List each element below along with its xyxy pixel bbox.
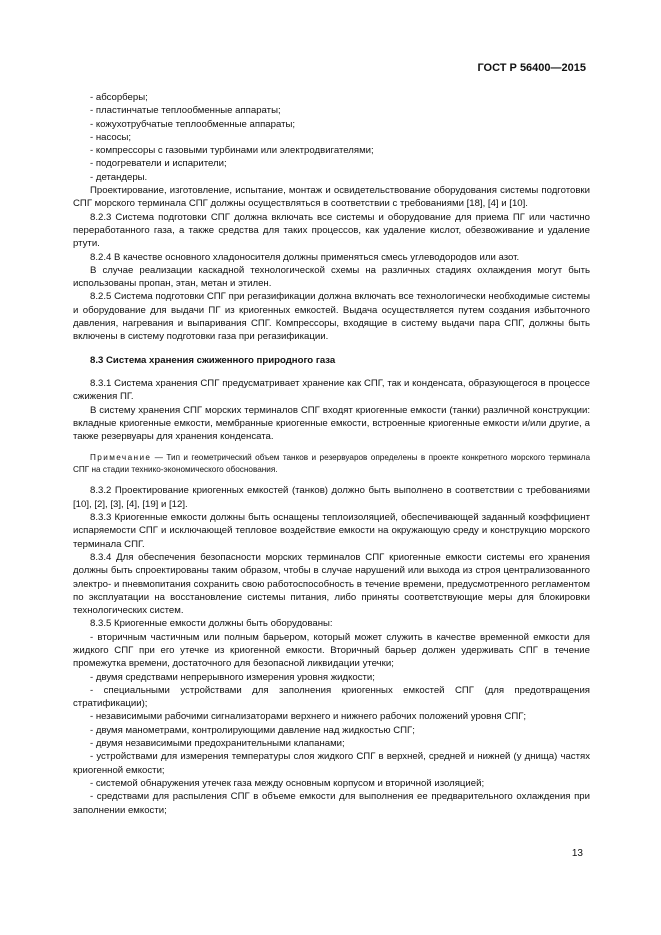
list-item: - насосы; bbox=[90, 131, 132, 143]
list-item: - независимыми рабочими сигнализаторами верхнего и нижнего рабочих положений уровня СПГ; bbox=[90, 711, 527, 723]
paragraph-design: Проектирование, изготовление, испытание, монтаж и освидетельствование оборудования системы подготовки СПГ морского терминала СПГ должны осуществляться в соответствии с требованиями [18], [4] и [10]. bbox=[73, 185, 590, 210]
paragraph-8-2-4: 8.2.4 В качестве основного хладоносителя должны применяться смесь углеводородов или азот. bbox=[90, 251, 520, 263]
list-item: - пластинчатые теплообменные аппараты; bbox=[90, 105, 281, 117]
equipment-list bbox=[73, 91, 590, 184]
note-text: — Тип и геометрический объем танков и резервуаров определены в проекте конкретного морского терминала СПГ на стадии технико-экономического обоснования. bbox=[73, 453, 590, 474]
list-item: - двумя независимыми предохранительными клапанами; bbox=[90, 738, 345, 750]
list-item: - системой обнаружения утечек газа между основным корпусом и вторичной изоляцией; bbox=[90, 777, 485, 789]
list-item: - специальными устройствами для заполнения криогенных емкостей СПГ (для предотвращения стратификации); bbox=[73, 684, 590, 710]
list-item: - подогреватели и испарители; bbox=[90, 158, 227, 170]
paragraph-8-3-1: 8.3.1 Система хранения СПГ предусматривает хранение как СПГ, так и конденсата, образующегося в процессе сжижения ПГ. bbox=[73, 377, 590, 403]
paragraph-8-2-3: 8.2.3 Система подготовки СПГ должна включать все системы и оборудование для приема ПГ или частично переработанного газа, а также средства для таких процессов, как удаление кислот, обезвоживание и удаление ртути. bbox=[73, 211, 590, 250]
page-number: 13 bbox=[571, 848, 583, 859]
list-item: - двумя манометрами, контролирующими давление над жидкостью СПГ; bbox=[90, 724, 415, 736]
paragraph-8-3-4: 8.3.4 Для обеспечения безопасности морских терминалов СПГ криогенные емкости системы его хранения должны быть спроектированы таким образом, чтобы в случае нарушений или выхода из строя централизованного электро- и пневмопитания сохранить свою работоспособность в течение времени, предусмотренного регламентом по эксплуатации на восстановление системы питания, либо приняты соответствующие меры для блокировки технологических систем. bbox=[73, 551, 590, 617]
paragraph-8-3-3: 8.3.3 Криогенные емкости должны быть оснащены теплоизоляцией, обеспечивающей заданный коэффициент испаряемости СПГ и исключающей тепловое воздействие емкости на окружающую среду и конструкцию морского терминала СПГ. bbox=[73, 512, 590, 550]
tank-equipment-list bbox=[73, 631, 590, 817]
paragraph-8-2-5: 8.2.5 Система подготовки СПГ при регазификации должна включать все технологически необходимые системы и оборудование для выдачи ПГ из криогенных емкостей. Выдача осуществляется путем создания избыточного давления, нагревания и выпаривания СПГ. Компрессоры, входящие в систему выдачи пара СПГ, должны быть включены в систему подготовки газа при регазификации. bbox=[73, 291, 590, 343]
list-item: - двумя средствами непрерывного измерения уровня жидкости; bbox=[90, 671, 375, 683]
list-item: - устройствами для измерения температуры слоя жидкого СПГ в верхней, средней и нижней (у днища) частях криогенной емкости; bbox=[73, 751, 590, 776]
section-heading-8-3: 8.3 Система хранения сжиженного природного газа bbox=[90, 354, 336, 366]
list-item: - кожухотрубчатые теплообменные аппараты; bbox=[90, 118, 296, 130]
paragraph-8-3-2: 8.3.2 Проектирование криогенных емкостей (танков) должно быть выполнено в соответствии с требованиями [10], [2], [3], [4], [19] и [12]. bbox=[73, 485, 590, 510]
paragraph-8-3-1-storage: В систему хранения СПГ морских терминалов СПГ входят криогенные емкости (танки) различной конструкции: вкладные криогенные емкости, мембранные криогенные емкости, встроенные криогенные емкости и/или другие, а также резервуары для хранения конденсата. bbox=[73, 404, 590, 443]
paragraph-8-3-5: 8.3.5 Криогенные емкости должны быть оборудованы: bbox=[90, 618, 333, 630]
note-label: Примечание bbox=[90, 453, 152, 463]
list-item: - абсорберы; bbox=[90, 92, 148, 103]
list-item: - компрессоры с газовыми турбинами или электродвигателями; bbox=[90, 145, 374, 157]
note bbox=[73, 452, 590, 475]
page-body bbox=[73, 91, 590, 817]
paragraph-8-2-4-cascade: В случае реализации каскадной технологической схемы на различных стадиях охлаждения могут быть использованы пропан, этан, метан и этилен. bbox=[73, 264, 590, 290]
list-item: - средствами для распыления СПГ в объеме емкости для выполнения ее предварительного охлаждения при заполнении емкости; bbox=[73, 791, 590, 816]
list-item: - вторичным частичным или полным барьером, который может служить в качестве временной емкости для жидкого СПГ при его утечке из криогенной емкости. Вторичный барьер должен удерживать СПГ в течение промежутка времени, достаточного для безопасной ликвидации утечки; bbox=[73, 631, 590, 670]
document-code-header: ГОСТ Р 56400—2015 bbox=[477, 62, 586, 74]
list-item: - детандеры. bbox=[90, 171, 148, 183]
